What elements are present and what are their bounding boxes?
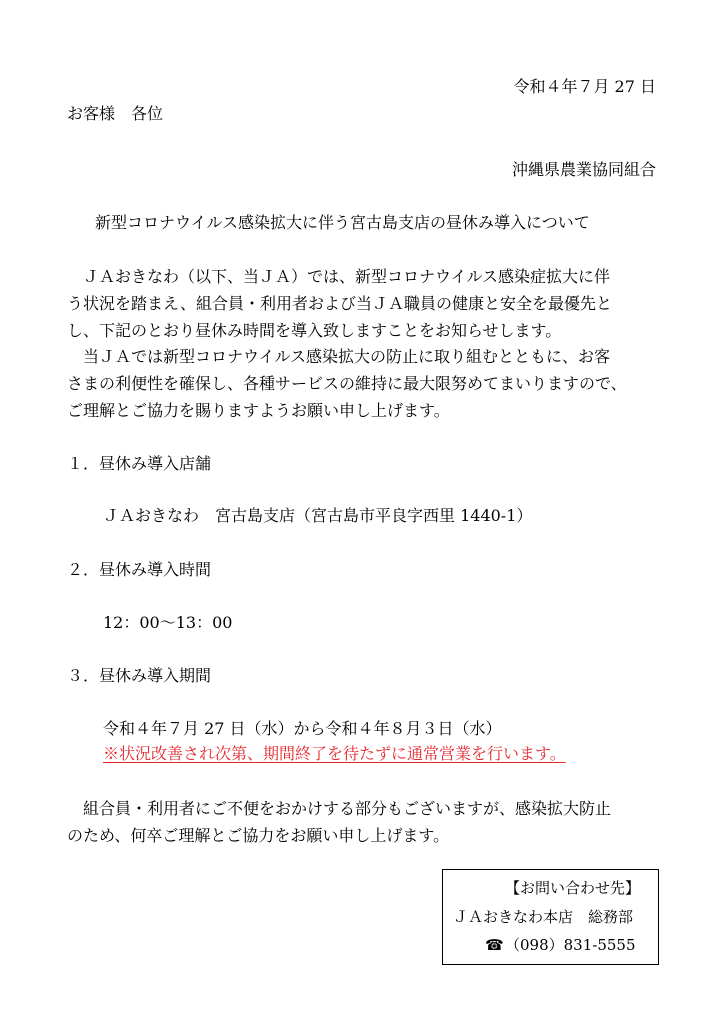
text-line: のため、何卒ご理解とご協力をお願い申し上げます。 — [67, 826, 450, 845]
text-line: さまの利便性を確保し、各種サービスの維持に最大限努めてまいりますので、 — [67, 374, 627, 393]
intro-paragraph-1 — [67, 263, 663, 344]
notice-text: ※状況改善され次第、期間終了を待たずに通常営業を行います。 — [103, 744, 566, 763]
text-line: ご理解とご協力を賜りますようお願い申し上げます。 — [67, 401, 450, 420]
sender-organization: 沖縄県農業協同組合 — [511, 160, 656, 179]
intro-paragraph-2 — [67, 343, 663, 424]
section-heading-period: ３．昼休み導入期間 — [67, 666, 212, 685]
section-value-period: 令和４年７月 27 日（水）から令和４年８月３日（水） — [103, 719, 502, 738]
recipient: お客様 各位 — [67, 104, 164, 123]
text-line: し、下記のとおり昼休み時間を導入致しますことをお知らせします。 — [67, 321, 562, 340]
contact-phone-line — [485, 934, 636, 955]
contact-heading: 【お問い合わせ先】 — [505, 879, 641, 897]
contact-phone: （098）831-5555 — [505, 936, 636, 954]
section-heading-store: １．昼休み導入店舗 — [67, 454, 212, 473]
contact-box — [442, 869, 659, 965]
section-value-time: 12：00～13：00 — [103, 613, 233, 632]
document-title: 新型コロナウイルス感染拡大に伴う宮古島支店の昼休み導入について — [95, 213, 590, 232]
text-line: ＪＡおきなわ（以下、当ＪＡ）では、新型コロナウイルス感染症拡大に伴 — [67, 267, 611, 286]
text-line: 組合員・利用者にご不便をおかけする部分もございますが、感染拡大防止 — [67, 799, 612, 818]
document-date: 令和４年７月 27 日 — [513, 77, 656, 96]
contact-department: ＪＡおきなわ本店 総務部 — [453, 908, 634, 926]
phone-icon: ☎ — [485, 936, 504, 954]
closing-paragraph — [67, 795, 663, 849]
section-heading-time: ２．昼休み導入時間 — [67, 560, 212, 579]
section-value-store: ＪＡおきなわ 宮古島支店（宮古島市平良字西里 1440-1） — [103, 506, 533, 525]
text-line: う状況を踏まえ、組合員・利用者および当ＪＡ職員の健康と安全を最優先と — [67, 294, 612, 313]
text-line: 当ＪＡでは新型コロナウイルス感染拡大の防止に取り組むとともに、お客 — [67, 347, 611, 366]
